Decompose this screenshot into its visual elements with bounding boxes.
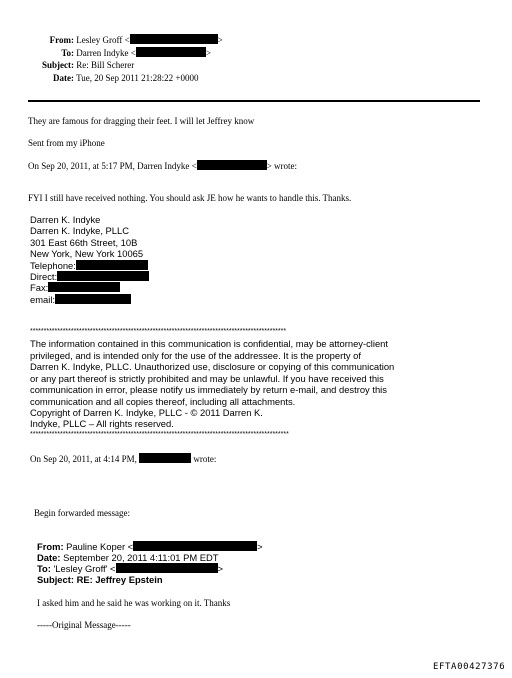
disclaimer-stars-bottom: *********************************************************************************************** [30,431,289,438]
header-date-label: Date: [53,73,74,83]
redaction-box [116,563,218,573]
disclaimer-line: communication in error, please notify us immediately by return e-mail, and destroy this [30,384,387,395]
header-from-value: Lesley Groff < [76,35,130,45]
disclaimer-line: communication and all copies thereof, including all attachments. [30,396,296,407]
redaction-box [130,34,218,44]
disclaimer-line: Indyke, PLLC – All rights reserved. [30,418,174,429]
disclaimer-line: Darren K. Indyke, PLLC. Unauthorized use, disclosure or copying of this communication [30,361,395,372]
forward-date-row: Date: September 20, 2011 4:11:01 PM EDT [37,552,219,563]
header-subject-value: Re: Bill Scherer [76,60,135,70]
header-to-row: To: Darren Indyke < > [28,47,211,59]
asked-text: I asked him and he said he was working on it. Thanks [37,598,231,608]
header-from-label: From: [49,35,74,45]
redaction-box [48,282,120,292]
forward-from-row: From: Pauline Koper < > [37,541,263,552]
disclaimer-line: The information contained in this communication is confidential, may be attorney-client [30,338,388,349]
signature-name: Darren K. Indyke [30,214,101,225]
redaction-box [197,160,267,170]
disclaimer-line: privileged, and is intended only for the use of the addressee. It is the property of [30,350,361,361]
header-divider [28,100,480,102]
bates-number: EFTA00427376 [433,662,506,672]
header-from-row: From: Lesley Groff < > [28,34,223,46]
sent-from-iphone: Sent from my iPhone [28,138,105,148]
forwarded-message-label: Begin forwarded message: [34,508,130,518]
redaction-box [133,541,257,551]
redaction-box [55,294,131,304]
header-to-value: Darren Indyke < [76,48,136,58]
fyi-text: FYI I still have received nothing. You should ask JE how he wants to handle this. Thanks. [28,193,352,203]
signature-email: email: [30,294,131,305]
original-message-divider: -----Original Message----- [37,620,131,630]
redaction-box [76,260,148,270]
signature-firm: Darren K. Indyke, PLLC [30,225,130,236]
quote-attribution-1: On Sep 20, 2011, at 5:17 PM, Darren Indyke < > wrote: [28,161,298,171]
signature-telephone: Telephone: [30,260,148,271]
header-subject-row [28,60,134,71]
disclaimer-stars-top: ********************************************************************************************** [30,328,287,335]
redaction-box [57,271,149,281]
disclaimer-line: Copyright of Darren K. Indyke, PLLC - © 2011 Darren K. [30,407,263,418]
signature-city: New York, New York 10065 [30,248,144,259]
header-date-value: Tue, 20 Sep 2011 21:28:22 +0000 [76,73,199,83]
header-subject-label: Subject: [42,60,74,70]
quote-attribution-2: On Sep 20, 2011, at 4:14 PM, wrote: [30,454,217,464]
forward-subject-row: Subject: RE: Jeffrey Epstein [37,574,163,585]
reply-text: They are famous for dragging their feet. I will let Jeffrey know [28,116,255,126]
forward-to-row: To: 'Lesley Groff' < > [37,563,224,574]
disclaimer-line: or any part thereof is strictly prohibited and may be unlawful. If you have received this [30,373,384,384]
signature-fax: Fax: [30,282,120,293]
header-date-row [28,73,199,84]
redaction-box [136,47,206,57]
signature-direct: Direct: [30,271,149,282]
signature-street: 301 East 66th Street, 10B [30,237,138,248]
header-to-label: To: [61,48,74,58]
redaction-box [139,453,191,463]
